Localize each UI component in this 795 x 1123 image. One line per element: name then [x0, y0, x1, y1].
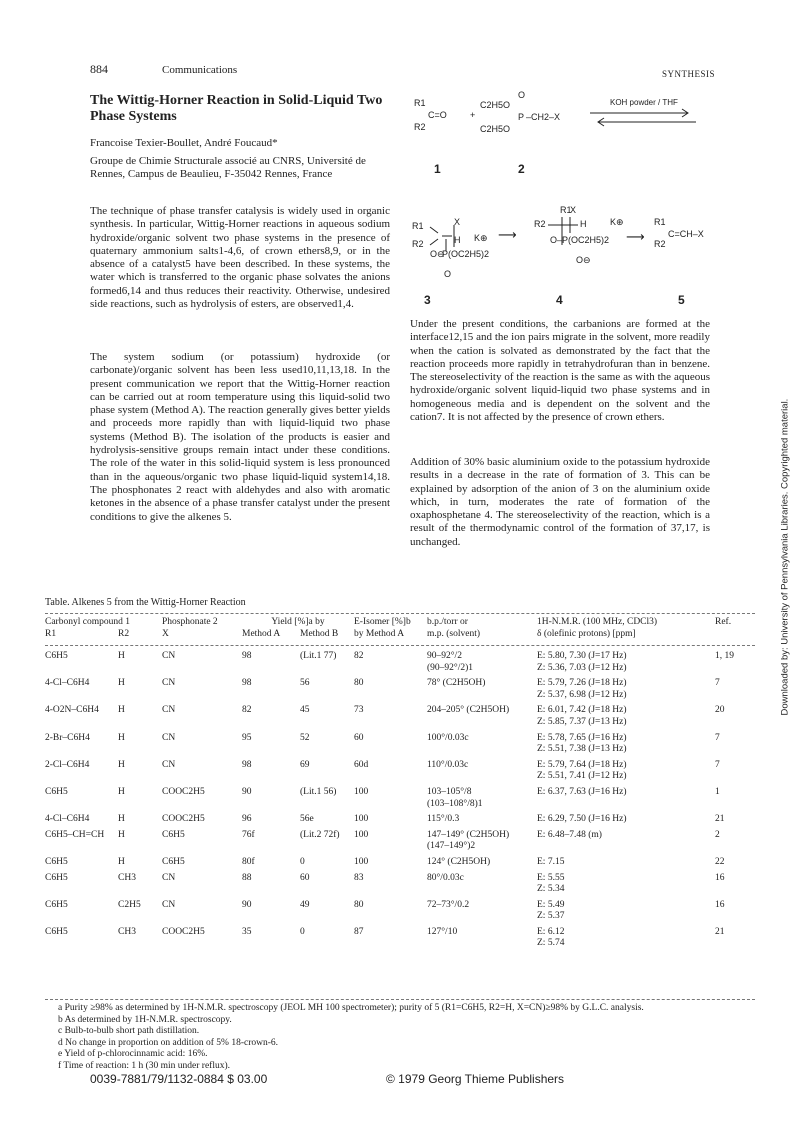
cell-nmr-line: E: 6.01, 7.42 (J=18 Hz): [537, 705, 627, 716]
cell-r2: C2H5: [118, 899, 141, 910]
cell-bp-line-2: (147–149°)2: [427, 841, 476, 852]
cell-a: 90: [242, 786, 252, 797]
cell-bp: [427, 651, 537, 674]
cell-nmr-line-2: Z: 5.34: [537, 884, 565, 895]
cell-r2: CH3: [118, 872, 136, 883]
cell-x: CN: [162, 899, 176, 910]
cell-nmr: [537, 927, 715, 950]
cell-nmr: [537, 787, 715, 810]
c4-h: H: [580, 219, 587, 229]
cell-a: 98: [242, 678, 252, 689]
cell-nmr: [537, 678, 715, 701]
cell-nmr-line: E: 5.78, 7.65 (J=16 Hz): [537, 732, 627, 743]
cell-nmr-line-2: Z: 5.74: [537, 938, 565, 949]
table-row: [45, 651, 755, 674]
cell-nmr-line: E: 7.15: [537, 856, 565, 867]
cell-x: CN: [162, 872, 176, 883]
cell-bp: [427, 705, 537, 728]
cell-ref: 7: [715, 759, 720, 770]
table-row: [45, 733, 755, 756]
footnote-e: e Yield of p-chlorocinnamic acid: 16%.: [58, 1049, 208, 1059]
cell-nmr-line: E: 6.29, 7.50 (J=16 Hz): [537, 814, 627, 825]
cell-r1: 4-O2N–C6H4: [45, 705, 99, 716]
cell-r1: 4-Cl–C6H4: [45, 814, 90, 825]
footnote-c: c Bulb-to-bulb short path distillation.: [58, 1026, 200, 1036]
c3-x: X: [454, 217, 461, 227]
cell-bp-line: 90–92°/2: [427, 651, 462, 661]
left-paragraph-1: The technique of phase transfer catalysis is widely used in organic synthesis. In particular, Wittig-Horner reactions in aqueous sodium hydroxide/organic solvent two phase systems in the presence of quaternary ammonium salts1-4,6, of crown ethers8,9, or in the absence of a catalyst5 have been described. In these systems, the water which is transferred to the organic phase solvates the anions formed6,14 and thus reduces their reactivity. Otherwise, undesired side reactions, such as hydrolysis of esters, are observed1,4.: [90, 205, 390, 311]
cell-bp: [427, 873, 537, 896]
footnote-f: f Time of reaction: 1 h (30 min under reflux).: [58, 1060, 231, 1071]
download-watermark: [779, 330, 791, 716]
cell-nmr: [537, 873, 715, 896]
cell-bp: [427, 900, 537, 923]
cell-bp-line: 110°/0.03c: [427, 759, 469, 770]
table-footnotes: [58, 1003, 758, 1072]
cell-e: 100: [354, 829, 369, 840]
cell-nmr-line: E: 6.48–7.48 (m): [537, 829, 602, 840]
header-r2: R2: [118, 628, 130, 639]
cell-nmr-line: E: 6.12: [537, 926, 565, 937]
table-header-row-1: [45, 617, 755, 629]
table-top-rule: [45, 613, 755, 614]
header-nmr: 1H-N.M.R. (100 MHz, CDCl3): [537, 617, 658, 627]
cell-r1: C6H5: [45, 926, 68, 937]
cell-bp-line: 127°/10: [427, 926, 458, 937]
cell-a: 35: [242, 926, 252, 937]
c4-phosphonate: O–P(OC2H5)2: [550, 235, 610, 245]
c2-tail: –CH2–X: [526, 112, 561, 122]
footnote-a: a Purity ≥98% as determined by 1H-N.M.R. spectroscopy (JEOL MH 100 spectrometer); purity of 5 (R1=C6H5, R2=H, X=CN)≥98% by G.L.C. analysis.: [58, 1003, 644, 1013]
results-table: [45, 617, 755, 640]
cell-b: 69: [300, 759, 310, 770]
cell-r1: C6H5–CH=CH: [45, 829, 105, 840]
header-yield: Yield [%]a by: [271, 617, 325, 627]
cell-x: C6H5: [162, 829, 185, 840]
header-eisomer: E-Isomer [%]b: [354, 617, 411, 627]
c3-cation: K⊕: [474, 233, 488, 243]
c5-r1: R1: [654, 217, 666, 227]
cell-x: CN: [162, 759, 176, 770]
cell-nmr: [537, 651, 715, 674]
header-mp: m.p. (solvent): [427, 628, 481, 639]
table-header-rule: [45, 645, 755, 646]
cell-bp: [427, 830, 537, 853]
scheme-top: [410, 90, 710, 190]
cell-nmr-line: E: 5.79, 7.26 (J=18 Hz): [537, 678, 627, 689]
footer-code: 0039-7881/79/1132-0884 $ 03.00: [90, 1072, 268, 1086]
cell-r1: C6H5: [45, 872, 68, 883]
c4-r1: R1: [560, 205, 572, 215]
cell-bp-line: 103–105°/8: [427, 786, 472, 797]
cell-ref: 16: [715, 899, 725, 910]
cell-r2: H: [118, 651, 125, 661]
header-carbonyl: Carbonyl compound 1: [45, 617, 130, 627]
cell-bp-line-2: (103–108°/8)1: [427, 798, 483, 809]
cell-bp: [427, 857, 537, 869]
c3-oxo: O: [444, 269, 452, 279]
c1-r1: R1: [414, 98, 426, 108]
cell-nmr: [537, 705, 715, 728]
c2-ethoxy-1: C2H5O: [480, 100, 511, 110]
cell-ref: 22: [715, 856, 725, 867]
cell-ref: 7: [715, 732, 720, 743]
cell-r1: C6H5: [45, 856, 68, 867]
cell-ref: 20: [715, 705, 725, 716]
cell-a: 82: [242, 705, 252, 716]
article-affiliation: Groupe de Chimie Structurale associé au CNRS, Université de Rennes, Campus de Beaulieu, F-35042 Rennes, France: [90, 155, 366, 180]
cell-nmr: [537, 760, 715, 783]
compound-4-label: 4: [556, 293, 563, 307]
cell-r2: H: [118, 678, 125, 689]
c1-r2: R2: [414, 122, 426, 132]
cell-ref: 2: [715, 829, 720, 840]
cell-nmr-line-2: Z: 5.51, 7.38 (J=13 Hz): [537, 744, 627, 755]
table-row: [45, 705, 755, 728]
cell-nmr-line: E: 5.79, 7.64 (J=18 Hz): [537, 759, 627, 770]
row-spacer: [45, 950, 755, 954]
cell-r2: H: [118, 705, 125, 716]
cell-e: 82: [354, 651, 364, 661]
cell-nmr-line: E: 5.80, 7.30 (J=17 Hz): [537, 651, 627, 661]
table-bottom-rule: [45, 999, 755, 1000]
cell-b: (Lit.1 56): [300, 786, 337, 797]
cell-a: 76f: [242, 829, 255, 840]
table-header-row-2: [45, 629, 755, 641]
cell-e: 100: [354, 856, 369, 867]
cell-x: COOC2H5: [162, 926, 205, 937]
cell-b: 60: [300, 872, 310, 883]
journal-name: SYNTHESIS: [662, 69, 716, 79]
cell-ref: 1, 19: [715, 651, 734, 661]
cell-bp: [427, 760, 537, 783]
cell-b: 49: [300, 899, 310, 910]
header-phosphonate: Phosphonate 2: [162, 617, 218, 627]
cell-x: CN: [162, 651, 176, 661]
cell-e: 73: [354, 705, 364, 716]
c3-oxide: O⊖: [430, 249, 445, 259]
cell-bp: [427, 678, 537, 701]
c4-oxide: O⊖: [576, 255, 591, 265]
cell-e: 87: [354, 926, 364, 937]
table-row: [45, 830, 755, 853]
cell-r1: 2-Br–C6H4: [45, 732, 90, 743]
cell-e: 100: [354, 786, 369, 797]
cell-bp: [427, 814, 537, 826]
cell-b: (Lit.1 77): [300, 651, 337, 661]
cell-ref: 21: [715, 814, 725, 825]
header-x: X: [162, 628, 169, 639]
cell-nmr: [537, 900, 715, 923]
compound-3-label: 3: [424, 293, 431, 307]
article-authors: Francoise Texier-Boullet, André Foucaud*: [90, 137, 278, 149]
cell-b: (Lit.2 72f): [300, 829, 340, 840]
article-title: The Wittig-Horner Reaction in Solid-Liquid Two Phase Systems: [90, 93, 383, 124]
header-ref: Ref.: [715, 617, 732, 627]
table-caption: Table. Alkenes 5 from the Wittig-Horner Reaction: [45, 597, 246, 608]
cell-b: 52: [300, 732, 310, 743]
cell-nmr: [537, 814, 715, 826]
cell-bp: [427, 927, 537, 950]
table-row: [45, 787, 755, 810]
c3-r1: R1: [412, 221, 424, 231]
cell-b: 0: [300, 856, 305, 867]
cell-bp-line: 78° (C2H5OH): [427, 678, 486, 689]
table-row: [45, 857, 755, 869]
cell-x: C6H5: [162, 856, 185, 867]
cell-a: 88: [242, 872, 252, 883]
scheme-middle: [410, 205, 710, 315]
c3-phosphonate: P(OC2H5)2: [442, 249, 490, 259]
cell-bp-line: 80°/0.03c: [427, 872, 464, 883]
cell-nmr-line: E: 6.37, 7.63 (J=16 Hz): [537, 786, 627, 797]
cell-x: COOC2H5: [162, 814, 205, 825]
cell-a: 95: [242, 732, 252, 743]
cell-ref: 16: [715, 872, 725, 883]
cell-e: 60d: [354, 759, 369, 770]
c3-bonds-icon: [424, 223, 460, 253]
cell-ref: 1: [715, 786, 720, 797]
table-row: [45, 873, 755, 896]
right-paragraph-2: Addition of 30% basic aluminium oxide to the potassium hydroxide results in a decrease in the rate of formation of 3. This can be explained by adsorption of the anion of 3 on the aluminium oxide which, in turn, moderates the rate of formation of the oxaphosphetane 4. The stereoselectivity of the reaction, which is a result of the thermodynamic control of the formation of 37,17, is unchanged.: [410, 456, 710, 548]
cell-r2: H: [118, 814, 125, 825]
c2-oxygen: O: [518, 90, 526, 100]
cell-r2: H: [118, 759, 125, 770]
header-method-a: Method A: [242, 628, 281, 639]
cell-bp-line: 124° (C2H5OH): [427, 856, 491, 867]
c3-r2: R2: [412, 239, 424, 249]
c2-ethoxy-2: C2H5O: [480, 124, 511, 134]
cell-nmr: [537, 733, 715, 756]
c5-alkene: C=CH–X: [668, 229, 704, 239]
cell-nmr-line-2: Z: 5.37: [537, 911, 565, 922]
cell-r1: 2-Cl–C6H4: [45, 759, 90, 770]
cell-a: 98: [242, 651, 252, 661]
cell-bp-line: 115°/0.3: [427, 814, 460, 825]
header-r1: R1: [45, 628, 57, 639]
section-name: Communications: [162, 64, 238, 76]
cell-r2: H: [118, 786, 125, 797]
c4-r2: R2: [534, 219, 546, 229]
table-row: [45, 900, 755, 923]
compound-1-label: 1: [434, 162, 441, 176]
cell-bp-line: 72–73°/0.2: [427, 899, 470, 910]
cell-e: 80: [354, 678, 364, 689]
download-note: Downloaded by: University of Pennsylvania Libraries. Copyrighted material.: [779, 398, 791, 716]
header-method-b: Method B: [300, 628, 339, 639]
cell-r2: H: [118, 732, 125, 743]
cell-x: COOC2H5: [162, 786, 205, 797]
compound-5-label: 5: [678, 293, 685, 307]
header-bp: b.p./torr or: [427, 617, 468, 627]
cell-r2: CH3: [118, 926, 136, 937]
header-nmr-units: δ (olefinic protons) [ppm]: [537, 628, 636, 639]
c1-carbonyl: C=O: [428, 110, 447, 120]
cell-nmr-line: E: 5.49: [537, 899, 565, 910]
cell-x: CN: [162, 732, 176, 743]
cell-ref: 21: [715, 926, 725, 937]
header-eisomer-method: by Method A: [354, 628, 405, 639]
arrow-4-to-5: ⟶: [626, 229, 645, 244]
cell-nmr-line-2: Z: 5.37, 6.98 (J=12 Hz): [537, 689, 627, 700]
cell-ref: 7: [715, 678, 720, 689]
arrow-3-to-4: ⟶: [498, 227, 517, 242]
footer-copyright: © 1979 Georg Thieme Publishers: [386, 1072, 565, 1086]
scheme-reagent: KOH powder / THF: [610, 98, 678, 107]
cell-nmr-line-2: Z: 5.36, 7.03 (J=12 Hz): [537, 662, 627, 673]
left-paragraph-2: The system sodium (or potassium) hydroxide (or carbonate)/organic solvent has been less used10,11,13,18. In the present communication we report that the Wittig-Horner reaction can be carried out at room temperature using this liquid-solid two phase system (Method A). The reaction generally gives better yields and proceeds more rapidly than with liquid-liquid two phase systems (Method B). The isolation of the products is easier and hydrolysis-sensitive groups remain intact under these conditions. The role of the water in this solid-liquid system is less pronounced than in the aqueous/organic two phase liquid-liquid system14,18. The phosphonates 2 react with aldehydes and also with aromatic ketones in the absence of a phase transfer catalyst under the present conditions to give the alkenes 5.: [90, 351, 390, 523]
cell-nmr: [537, 830, 715, 853]
footnote-b: b As determined by 1H-N.M.R. spectroscopy.: [58, 1014, 232, 1025]
cell-a: 80f: [242, 856, 255, 867]
footnote-d: d No change in proportion on addition of 5% 18-crown-6.: [58, 1037, 279, 1048]
cell-e: 83: [354, 872, 364, 883]
table-row: [45, 760, 755, 783]
right-paragraph-1: Under the present conditions, the carbanions are formed at the interface12,15 and the ion pairs migrate in the solvent, more readily when the cation is solvated as demonstrated by the fact that the reaction proceeds more rapidly in tetrahydrofuran than in benzene. The stereoselectivity of the reaction is the same as with the aqueous hydroxide/organic solvent liquid-liquid two phase systems and in homogeneous media and is dependent on the solvent and the cation7. It is not affected by the presence of crown ethers.: [410, 318, 710, 424]
cell-r1: C6H5: [45, 899, 68, 910]
cell-bp-line: 147–149° (C2H5OH): [427, 829, 510, 840]
cell-r2: H: [118, 829, 125, 840]
cell-b: 45: [300, 705, 310, 716]
c2-phosphorus: P: [518, 112, 525, 122]
cell-x: CN: [162, 678, 176, 689]
cell-b: 0: [300, 926, 305, 937]
cell-nmr-line-2: Z: 5.85, 7.37 (J=13 Hz): [537, 716, 627, 727]
cell-r1: C6H5: [45, 786, 68, 797]
cell-bp: [427, 787, 537, 810]
cell-bp-line: 204–205° (C2H5OH): [427, 705, 510, 716]
cell-a: 96: [242, 814, 252, 825]
table-row: [45, 927, 755, 950]
cell-e: 60: [354, 732, 364, 743]
equilibrium-arrows-icon: [588, 108, 698, 128]
c3-h: H: [454, 235, 461, 245]
cell-e: 100: [354, 814, 369, 825]
c4-x: X: [570, 205, 577, 215]
cell-nmr: [537, 857, 715, 869]
table-row: [45, 814, 755, 826]
cell-nmr-line-2: Z: 5.51, 7.41 (J=12 Hz): [537, 771, 627, 782]
cell-x: CN: [162, 705, 176, 716]
cell-bp: [427, 733, 537, 756]
page-number: 884: [90, 62, 108, 76]
cell-a: 98: [242, 759, 252, 770]
compound-2-label: 2: [518, 162, 525, 176]
scheme-plus: +: [470, 110, 476, 120]
table-body: [45, 651, 755, 954]
cell-nmr-line: E: 5.55: [537, 872, 565, 883]
cell-bp-line-2: (90–92°/2)1: [427, 662, 474, 673]
cell-b: 56: [300, 678, 310, 689]
c4-cation: K⊕: [610, 217, 624, 227]
cell-e: 80: [354, 899, 364, 910]
c5-r2: R2: [654, 239, 666, 249]
table-row: [45, 678, 755, 701]
cell-r1: C6H5: [45, 651, 68, 661]
cell-r1: 4-Cl–C6H4: [45, 678, 90, 689]
cell-a: 90: [242, 899, 252, 910]
cell-r2: H: [118, 856, 125, 867]
cell-bp-line: 100°/0.03c: [427, 732, 469, 743]
cell-b: 56e: [300, 814, 314, 825]
